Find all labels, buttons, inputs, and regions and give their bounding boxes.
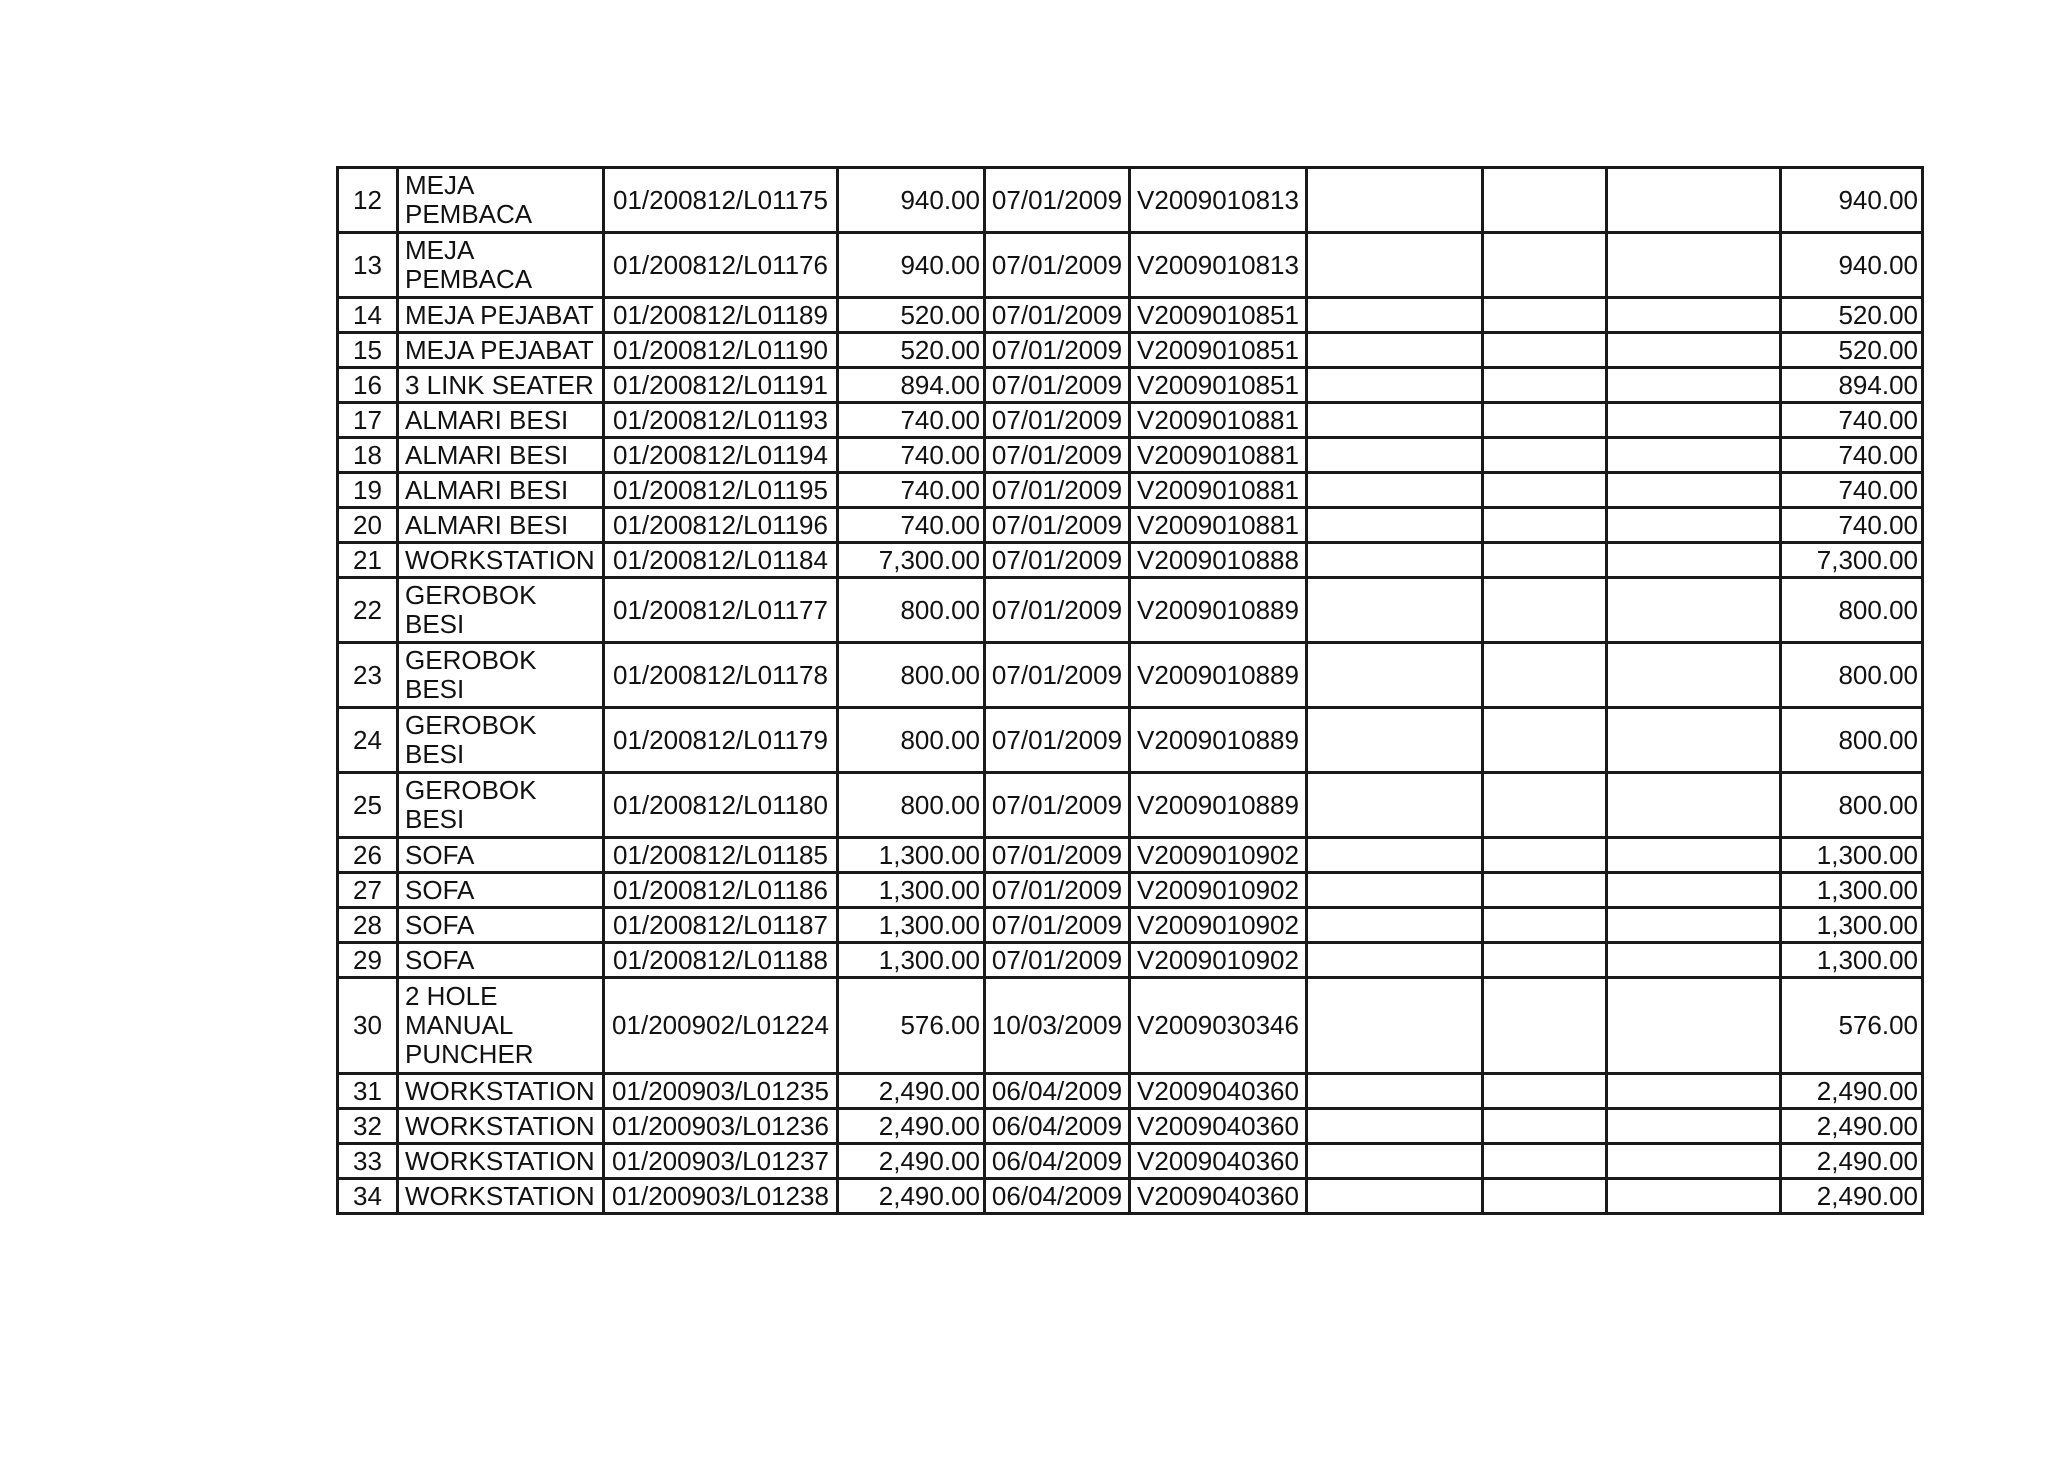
amount-cell: 7,300.00 [838,543,985,578]
item-description-cell: WORKSTATION [398,1144,604,1179]
asset-code-cell: 01/200812/L01191 [604,368,838,403]
empty-cell [1307,908,1483,943]
table-row [338,773,1923,838]
item-description-cell: SOFA [398,943,604,978]
empty-cell [1307,1074,1483,1109]
empty-cell [1483,773,1607,838]
empty-cell [1483,838,1607,873]
empty-cell [1483,368,1607,403]
asset-code-cell: 01/200812/L01177 [604,578,838,643]
voucher-number-cell: V2009010881 [1130,508,1307,543]
total-cell: 894.00 [1781,368,1923,403]
date-cell: 10/03/2009 [985,978,1130,1074]
voucher-number-cell: V2009010881 [1130,473,1307,508]
empty-cell [1307,508,1483,543]
date-cell: 07/01/2009 [985,508,1130,543]
asset-code-cell: 01/200812/L01180 [604,773,838,838]
item-description-cell: 3 LINK SEATER [398,368,604,403]
total-cell: 7,300.00 [1781,543,1923,578]
asset-code-cell: 01/200903/L01236 [604,1109,838,1144]
row-number-cell: 17 [338,403,398,438]
amount-cell: 1,300.00 [838,908,985,943]
date-cell: 07/01/2009 [985,943,1130,978]
item-description-cell: GEROBOK BESI [398,578,604,643]
item-description-cell: GEROBOK BESI [398,643,604,708]
amount-cell: 940.00 [838,233,985,298]
voucher-number-cell: V2009010902 [1130,873,1307,908]
asset-code-cell: 01/200812/L01185 [604,838,838,873]
date-cell: 07/01/2009 [985,168,1130,233]
table-row [338,438,1923,473]
table-row [338,233,1923,298]
asset-table-body [338,168,1923,1214]
table-row [338,978,1923,1074]
item-description-cell: WORKSTATION [398,1109,604,1144]
voucher-number-cell: V2009010902 [1130,943,1307,978]
item-description-cell: 2 HOLE MANUAL PUNCHER [398,978,604,1074]
total-cell: 740.00 [1781,473,1923,508]
amount-cell: 576.00 [838,978,985,1074]
asset-code-cell: 01/200812/L01186 [604,873,838,908]
voucher-number-cell: V2009010902 [1130,838,1307,873]
item-description-cell: GEROBOK BESI [398,773,604,838]
total-cell: 2,490.00 [1781,1109,1923,1144]
amount-cell: 740.00 [838,508,985,543]
amount-cell: 1,300.00 [838,873,985,908]
total-cell: 1,300.00 [1781,943,1923,978]
asset-code-cell: 01/200903/L01237 [604,1144,838,1179]
empty-cell [1307,543,1483,578]
table-row [338,943,1923,978]
amount-cell: 800.00 [838,643,985,708]
date-cell: 07/01/2009 [985,403,1130,438]
empty-cell [1483,508,1607,543]
total-cell: 1,300.00 [1781,873,1923,908]
table-row [338,543,1923,578]
date-cell: 06/04/2009 [985,1109,1130,1144]
empty-cell [1607,438,1781,473]
empty-cell [1607,473,1781,508]
asset-code-cell: 01/200812/L01188 [604,943,838,978]
empty-cell [1483,473,1607,508]
asset-code-cell: 01/200812/L01193 [604,403,838,438]
amount-cell: 740.00 [838,473,985,508]
row-number-cell: 23 [338,643,398,708]
empty-cell [1483,643,1607,708]
asset-code-cell: 01/200812/L01194 [604,438,838,473]
empty-cell [1307,168,1483,233]
row-number-cell: 33 [338,1144,398,1179]
voucher-number-cell: V2009010888 [1130,543,1307,578]
total-cell: 1,300.00 [1781,908,1923,943]
date-cell: 07/01/2009 [985,643,1130,708]
empty-cell [1607,298,1781,333]
amount-cell: 2,490.00 [838,1179,985,1214]
empty-cell [1483,943,1607,978]
row-number-cell: 27 [338,873,398,908]
empty-cell [1483,438,1607,473]
asset-code-cell: 01/200903/L01235 [604,1074,838,1109]
empty-cell [1483,1109,1607,1144]
date-cell: 07/01/2009 [985,298,1130,333]
empty-cell [1307,473,1483,508]
row-number-cell: 13 [338,233,398,298]
row-number-cell: 15 [338,333,398,368]
asset-code-cell: 01/200902/L01224 [604,978,838,1074]
empty-cell [1483,908,1607,943]
item-description-cell: WORKSTATION [398,1074,604,1109]
asset-code-cell: 01/200812/L01196 [604,508,838,543]
empty-cell [1607,168,1781,233]
empty-cell [1483,233,1607,298]
date-cell: 07/01/2009 [985,873,1130,908]
empty-cell [1607,708,1781,773]
amount-cell: 1,300.00 [838,943,985,978]
item-description-cell: MEJA PEMBACA [398,168,604,233]
item-description-cell: SOFA [398,873,604,908]
empty-cell [1483,978,1607,1074]
table-row [338,578,1923,643]
total-cell: 740.00 [1781,438,1923,473]
total-cell: 2,490.00 [1781,1179,1923,1214]
amount-cell: 1,300.00 [838,838,985,873]
amount-cell: 800.00 [838,578,985,643]
empty-cell [1307,1109,1483,1144]
row-number-cell: 29 [338,943,398,978]
item-description-cell: ALMARI BESI [398,403,604,438]
total-cell: 800.00 [1781,643,1923,708]
total-cell: 800.00 [1781,773,1923,838]
date-cell: 07/01/2009 [985,543,1130,578]
table-row [338,1144,1923,1179]
asset-code-cell: 01/200812/L01178 [604,643,838,708]
asset-code-cell: 01/200812/L01187 [604,908,838,943]
empty-cell [1607,943,1781,978]
row-number-cell: 24 [338,708,398,773]
empty-cell [1307,943,1483,978]
table-row [338,473,1923,508]
voucher-number-cell: V2009010889 [1130,773,1307,838]
total-cell: 520.00 [1781,298,1923,333]
asset-code-cell: 01/200812/L01184 [604,543,838,578]
date-cell: 07/01/2009 [985,438,1130,473]
empty-cell [1483,333,1607,368]
row-number-cell: 20 [338,508,398,543]
table-row [338,708,1923,773]
table-row [338,838,1923,873]
voucher-number-cell: V2009030346 [1130,978,1307,1074]
empty-cell [1607,368,1781,403]
amount-cell: 520.00 [838,333,985,368]
item-description-cell: MEJA PEMBACA [398,233,604,298]
amount-cell: 740.00 [838,438,985,473]
date-cell: 06/04/2009 [985,1179,1130,1214]
empty-cell [1307,978,1483,1074]
asset-code-cell: 01/200903/L01238 [604,1179,838,1214]
date-cell: 07/01/2009 [985,473,1130,508]
voucher-number-cell: V2009010851 [1130,368,1307,403]
table-row [338,368,1923,403]
asset-code-cell: 01/200812/L01179 [604,708,838,773]
empty-cell [1483,403,1607,438]
total-cell: 740.00 [1781,508,1923,543]
row-number-cell: 31 [338,1074,398,1109]
date-cell: 07/01/2009 [985,908,1130,943]
empty-cell [1607,773,1781,838]
empty-cell [1307,1144,1483,1179]
amount-cell: 2,490.00 [838,1109,985,1144]
table-row [338,333,1923,368]
item-description-cell: GEROBOK BESI [398,708,604,773]
date-cell: 07/01/2009 [985,333,1130,368]
table-row [338,403,1923,438]
empty-cell [1483,578,1607,643]
empty-cell [1607,508,1781,543]
amount-cell: 800.00 [838,773,985,838]
empty-cell [1483,1074,1607,1109]
empty-cell [1307,438,1483,473]
empty-cell [1307,578,1483,643]
empty-cell [1607,978,1781,1074]
date-cell: 07/01/2009 [985,838,1130,873]
row-number-cell: 12 [338,168,398,233]
row-number-cell: 34 [338,1179,398,1214]
voucher-number-cell: V2009010889 [1130,643,1307,708]
item-description-cell: ALMARI BESI [398,473,604,508]
amount-cell: 740.00 [838,403,985,438]
total-cell: 940.00 [1781,168,1923,233]
amount-cell: 520.00 [838,298,985,333]
asset-code-cell: 01/200812/L01195 [604,473,838,508]
empty-cell [1483,1179,1607,1214]
empty-cell [1307,1179,1483,1214]
item-description-cell: WORKSTATION [398,1179,604,1214]
row-number-cell: 22 [338,578,398,643]
table-row [338,1179,1923,1214]
empty-cell [1307,333,1483,368]
total-cell: 520.00 [1781,333,1923,368]
asset-table [336,166,1924,1215]
empty-cell [1483,168,1607,233]
row-number-cell: 16 [338,368,398,403]
date-cell: 07/01/2009 [985,368,1130,403]
empty-cell [1607,873,1781,908]
date-cell: 07/01/2009 [985,773,1130,838]
item-description-cell: ALMARI BESI [398,438,604,473]
asset-code-cell: 01/200812/L01189 [604,298,838,333]
row-number-cell: 19 [338,473,398,508]
row-number-cell: 26 [338,838,398,873]
table-row [338,168,1923,233]
empty-cell [1307,643,1483,708]
empty-cell [1607,643,1781,708]
table-row [338,298,1923,333]
voucher-number-cell: V2009010889 [1130,708,1307,773]
empty-cell [1483,708,1607,773]
voucher-number-cell: V2009040360 [1130,1074,1307,1109]
amount-cell: 894.00 [838,368,985,403]
table-row [338,643,1923,708]
empty-cell [1307,838,1483,873]
total-cell: 940.00 [1781,233,1923,298]
empty-cell [1607,1109,1781,1144]
date-cell: 06/04/2009 [985,1074,1130,1109]
table-row [338,908,1923,943]
total-cell: 800.00 [1781,708,1923,773]
voucher-number-cell: V2009010851 [1130,298,1307,333]
amount-cell: 2,490.00 [838,1144,985,1179]
empty-cell [1607,233,1781,298]
total-cell: 2,490.00 [1781,1074,1923,1109]
total-cell: 576.00 [1781,978,1923,1074]
asset-code-cell: 01/200812/L01176 [604,233,838,298]
table-row [338,873,1923,908]
empty-cell [1307,873,1483,908]
table-row [338,1109,1923,1144]
item-description-cell: ALMARI BESI [398,508,604,543]
empty-cell [1307,298,1483,333]
voucher-number-cell: V2009010881 [1130,438,1307,473]
empty-cell [1483,298,1607,333]
empty-cell [1483,543,1607,578]
empty-cell [1607,333,1781,368]
amount-cell: 2,490.00 [838,1074,985,1109]
row-number-cell: 14 [338,298,398,333]
item-description-cell: MEJA PEJABAT [398,298,604,333]
table-row [338,1074,1923,1109]
empty-cell [1483,1144,1607,1179]
empty-cell [1307,773,1483,838]
empty-cell [1607,543,1781,578]
voucher-number-cell: V2009010889 [1130,578,1307,643]
row-number-cell: 30 [338,978,398,1074]
row-number-cell: 21 [338,543,398,578]
item-description-cell: SOFA [398,838,604,873]
item-description-cell: SOFA [398,908,604,943]
amount-cell: 940.00 [838,168,985,233]
voucher-number-cell: V2009010813 [1130,233,1307,298]
total-cell: 2,490.00 [1781,1144,1923,1179]
total-cell: 800.00 [1781,578,1923,643]
empty-cell [1607,1179,1781,1214]
date-cell: 06/04/2009 [985,1144,1130,1179]
date-cell: 07/01/2009 [985,233,1130,298]
amount-cell: 800.00 [838,708,985,773]
date-cell: 07/01/2009 [985,578,1130,643]
empty-cell [1607,578,1781,643]
voucher-number-cell: V2009010902 [1130,908,1307,943]
total-cell: 1,300.00 [1781,838,1923,873]
voucher-number-cell: V2009010881 [1130,403,1307,438]
empty-cell [1483,873,1607,908]
date-cell: 07/01/2009 [985,708,1130,773]
row-number-cell: 32 [338,1109,398,1144]
empty-cell [1607,1144,1781,1179]
voucher-number-cell: V2009010851 [1130,333,1307,368]
voucher-number-cell: V2009010813 [1130,168,1307,233]
empty-cell [1607,908,1781,943]
asset-code-cell: 01/200812/L01175 [604,168,838,233]
empty-cell [1307,368,1483,403]
total-cell: 740.00 [1781,403,1923,438]
voucher-number-cell: V2009040360 [1130,1144,1307,1179]
item-description-cell: WORKSTATION [398,543,604,578]
table-row [338,508,1923,543]
row-number-cell: 25 [338,773,398,838]
empty-cell [1307,403,1483,438]
voucher-number-cell: V2009040360 [1130,1179,1307,1214]
empty-cell [1307,708,1483,773]
item-description-cell: MEJA PEJABAT [398,333,604,368]
empty-cell [1607,838,1781,873]
empty-cell [1607,403,1781,438]
asset-code-cell: 01/200812/L01190 [604,333,838,368]
row-number-cell: 18 [338,438,398,473]
empty-cell [1607,1074,1781,1109]
voucher-number-cell: V2009040360 [1130,1109,1307,1144]
empty-cell [1307,233,1483,298]
row-number-cell: 28 [338,908,398,943]
